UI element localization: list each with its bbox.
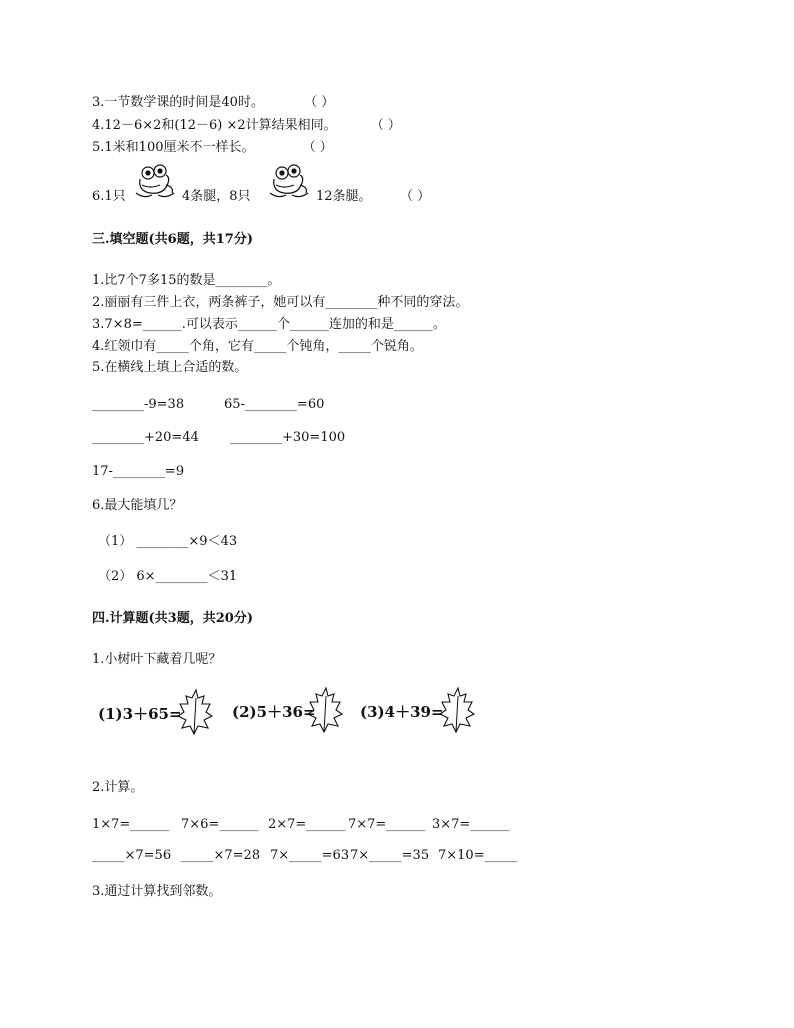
judgment-q6-part3: 12条腿。 bbox=[316, 189, 372, 204]
calc-row2-item: _____×7=56 bbox=[92, 848, 172, 863]
section3-title: 三.填空题(共6题，共17分) bbox=[92, 232, 253, 247]
fill-q3: 3.7×8=______.可以表示______个______连加的和是______。 bbox=[92, 317, 446, 332]
fill-q5-row2-a: ________+20=44 bbox=[92, 430, 199, 445]
judgment-q3-paren: （ ） bbox=[304, 95, 335, 110]
fill-q2: 2.丽丽有三件上衣，两条裤子，她可以有________种不同的穿法。 bbox=[92, 295, 469, 310]
judgment-q3 bbox=[92, 95, 334, 111]
judgment-q4-text: 4.12－6×2和(12－6) ×2计算结果相同。 bbox=[92, 118, 337, 133]
judgment-q6-part1: 6.1只 bbox=[92, 189, 126, 204]
fill-q5: 5.在横线上填上合适的数。 bbox=[92, 360, 248, 375]
calc-q3: 3.通过计算找到邻数。 bbox=[92, 884, 222, 899]
calc-row1-item: 2×7=______ bbox=[268, 817, 346, 832]
judgment-q5-text: 5.1米和100厘米不一样长。 bbox=[92, 140, 255, 155]
fill-q5-row3-a: 17-________=9 bbox=[92, 464, 185, 479]
judgment-q6-part2: 4条腿，8只 bbox=[182, 189, 251, 204]
leaf-icon bbox=[176, 688, 214, 736]
judgment-q4 bbox=[92, 118, 401, 134]
leaf-expr-1: (1)3＋65= bbox=[98, 705, 182, 723]
calc-row1-item: 3×7=______ bbox=[432, 817, 510, 832]
section4-title: 四.计算题(共3题，共20分) bbox=[92, 611, 253, 626]
fill-q1: 1.比7个7多15的数是________。 bbox=[92, 273, 281, 288]
fill-q6: 6.最大能填几？ bbox=[92, 498, 183, 513]
leaf-icon bbox=[306, 686, 344, 734]
fill-q5-row1-a: ________-9=38 bbox=[92, 397, 185, 412]
leaf-expr-2: (2)5＋36= bbox=[232, 703, 316, 721]
judgment-q5-paren: （ ） bbox=[302, 140, 333, 155]
calc-row2-item: 7×_____=35 bbox=[350, 848, 430, 863]
fill-q5-row1-b: 65-________=60 bbox=[224, 397, 325, 412]
calc-q2: 2.计算。 bbox=[92, 780, 144, 795]
fill-q5-row2-b: ________+30=100 bbox=[230, 430, 346, 445]
frog-icon bbox=[130, 163, 176, 201]
calc-row2-item: _____×7=28 bbox=[181, 848, 261, 863]
calc-row2-item: 7×_____=63 bbox=[270, 848, 350, 863]
judgment-q4-paren: （ ） bbox=[370, 118, 401, 133]
fill-q6-2: （2） 6×________＜31 bbox=[98, 569, 238, 584]
judgment-q3-text: 3.一节数学课的时间是40时。 bbox=[92, 95, 264, 110]
calc-row2-item: 7×10=_____ bbox=[438, 848, 518, 863]
fill-q6-1: （1） ________×9＜43 bbox=[98, 534, 238, 549]
judgment-q5 bbox=[92, 140, 333, 156]
calc-row1-item: 1×7=______ bbox=[92, 817, 170, 832]
judgment-q6-paren: （ ） bbox=[400, 189, 431, 204]
leaf-icon bbox=[438, 686, 476, 734]
leaf-expr-3: (3)4＋39= bbox=[360, 703, 444, 721]
frog-icon bbox=[264, 163, 310, 201]
calc-row1-item: 7×6=______ bbox=[181, 817, 259, 832]
calc-row1-item: 7×7=______ bbox=[348, 817, 426, 832]
calc-q1: 1.小树叶下藏着几呢？ bbox=[92, 652, 222, 667]
fill-q4: 4.红领巾有_____个角，它有_____个钝角，_____个锐角。 bbox=[92, 339, 423, 354]
